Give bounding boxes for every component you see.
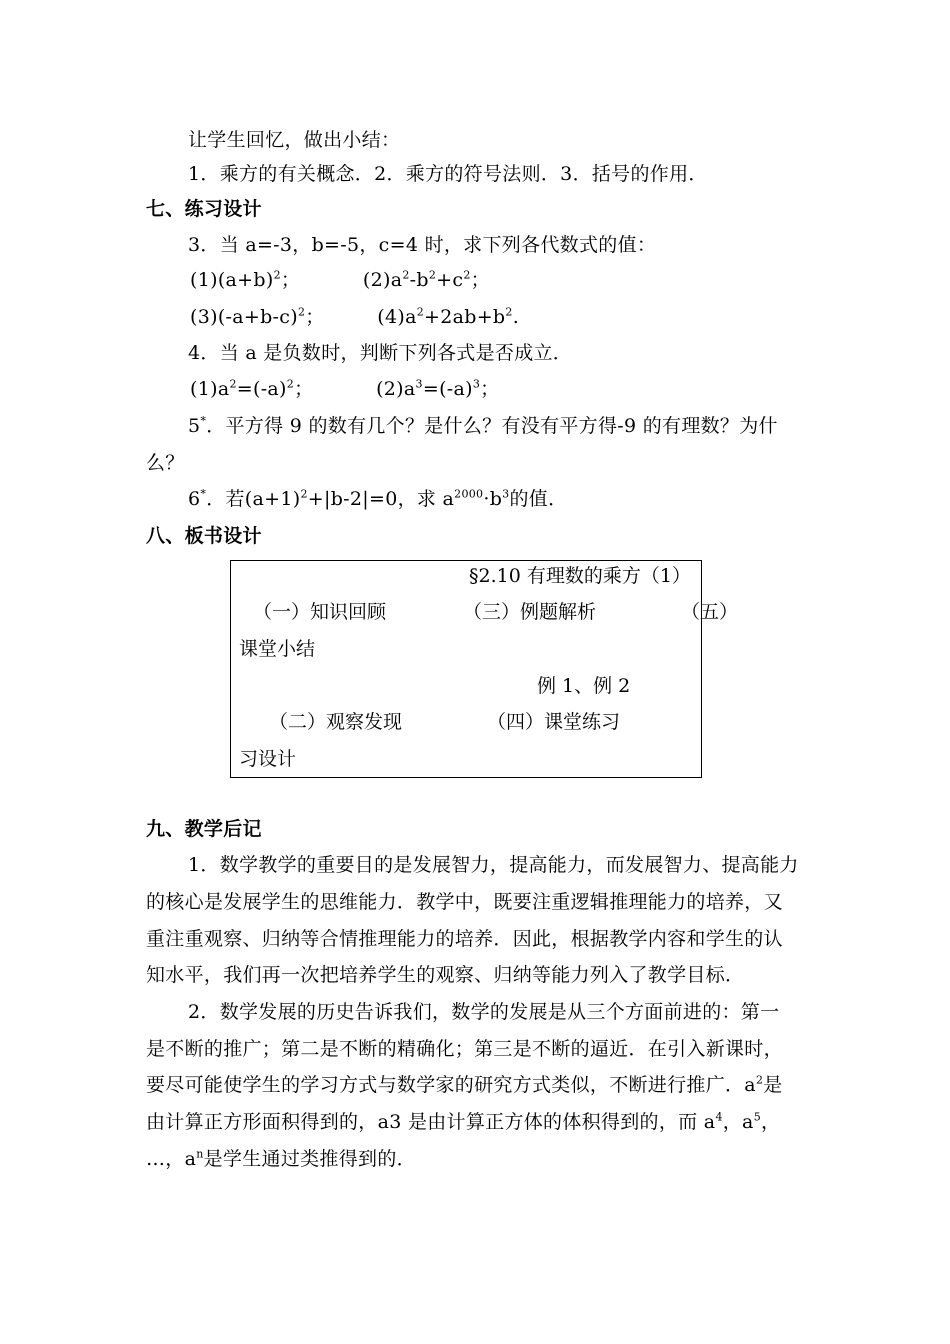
afterword-p2-line2: 是不断的推广；第二是不断的精确化；第三是不断的逼近．在引入新课时， xyxy=(146,1038,783,1060)
section8-heading: 八、板书设计 xyxy=(146,525,262,547)
afterword-p1-line2: 的核心是发展学生的思维能力．教学中，既要注重逻辑推理能力的培养，又 xyxy=(146,891,783,913)
board-item-4: （四）课堂练习 xyxy=(487,711,621,733)
q4-part2: $(2)a^3=(-a)^3$； xyxy=(376,377,500,400)
q4-part1: $(1)a^2=(-a)^2$； xyxy=(190,377,314,400)
question-3: 3．当 a=-3，b=-5，c=4 时，求下列各代数式的值： xyxy=(188,234,657,256)
afterword-p1-line4: 知水平，我们再一次把培养学生的观察、归纳等能力列入了教学目标． xyxy=(146,964,745,986)
q3-part4: $(4)a^2+2ab+b^2$. xyxy=(377,305,520,328)
blackboard-design-box xyxy=(230,560,739,778)
afterword-p1-line1: 1．数学教学的重要目的是发展智力，提高能力，而发展智力、提高能力 xyxy=(188,854,799,876)
question-5-line2: 么？ xyxy=(146,452,185,474)
board-item-6-tail: 习设计 xyxy=(239,748,297,770)
question-5-line1: 5*．平方得 9 的数有几个？是什么？有没有平方得-9 的有理数？为什 xyxy=(188,414,778,437)
question-4: 4．当 a 是负数时，判断下列各式是否成立． xyxy=(188,342,573,364)
summary-points: 1．乘方的有关概念．2．乘方的符号法则．3．括号的作用． xyxy=(188,163,708,185)
afterword-p2-line5: …，$a^n$是学生通过类推得到的． xyxy=(146,1147,416,1170)
q3-part3: $(3)(-a+b-c)^2$； xyxy=(190,305,325,328)
afterword-p2-line3: 要尽可能使学生的学习方式与数学家的研究方式类似，不断进行推广．$a^2$是 xyxy=(146,1073,783,1096)
question-3-row1 xyxy=(190,267,910,293)
question-4-row xyxy=(190,376,910,402)
board-item-1: （一）知识回顾 xyxy=(253,601,387,623)
board-item-2: （二）观察发现 xyxy=(269,711,403,733)
question-3-row2 xyxy=(190,304,910,330)
question-6: 6*．若$(a+1)^2+|b-2|=0$，求 $a^{2000}\cdot b^3$的值． xyxy=(188,487,568,510)
board-item-5-head: （五） xyxy=(681,601,739,623)
afterword-p2-line1: 2．数学发展的历史告诉我们，数学的发展是从三个方面前进的：第一 xyxy=(188,1001,780,1023)
afterword-p1-line3: 重注重观察、归纳等合情推理能力的培养．因此，根据教学内容和学生的认 xyxy=(146,928,783,950)
board-examples: 例 1、例 2 xyxy=(537,675,631,697)
section7-heading: 七、练习设计 xyxy=(146,198,262,220)
summary-intro: 让学生回忆，做出小结： xyxy=(188,129,401,151)
section9-heading: 九、教学后记 xyxy=(146,818,262,840)
board-item-5-tail: 课堂小结 xyxy=(239,638,316,660)
q3-part1: $(1)(a+b)^2$； xyxy=(190,268,301,291)
q3-part2: $(2)a^2-b^2+c^2$； xyxy=(362,268,490,291)
board-item-3: （三）例题解析 xyxy=(463,601,597,623)
afterword-p2-line4: 由计算正方形面积得到的，a3 是由计算正方体的体积得到的，而 $a^4$，$a^5$， xyxy=(146,1110,781,1133)
board-title: §2.10 有理数的乘方（1） xyxy=(469,565,691,587)
